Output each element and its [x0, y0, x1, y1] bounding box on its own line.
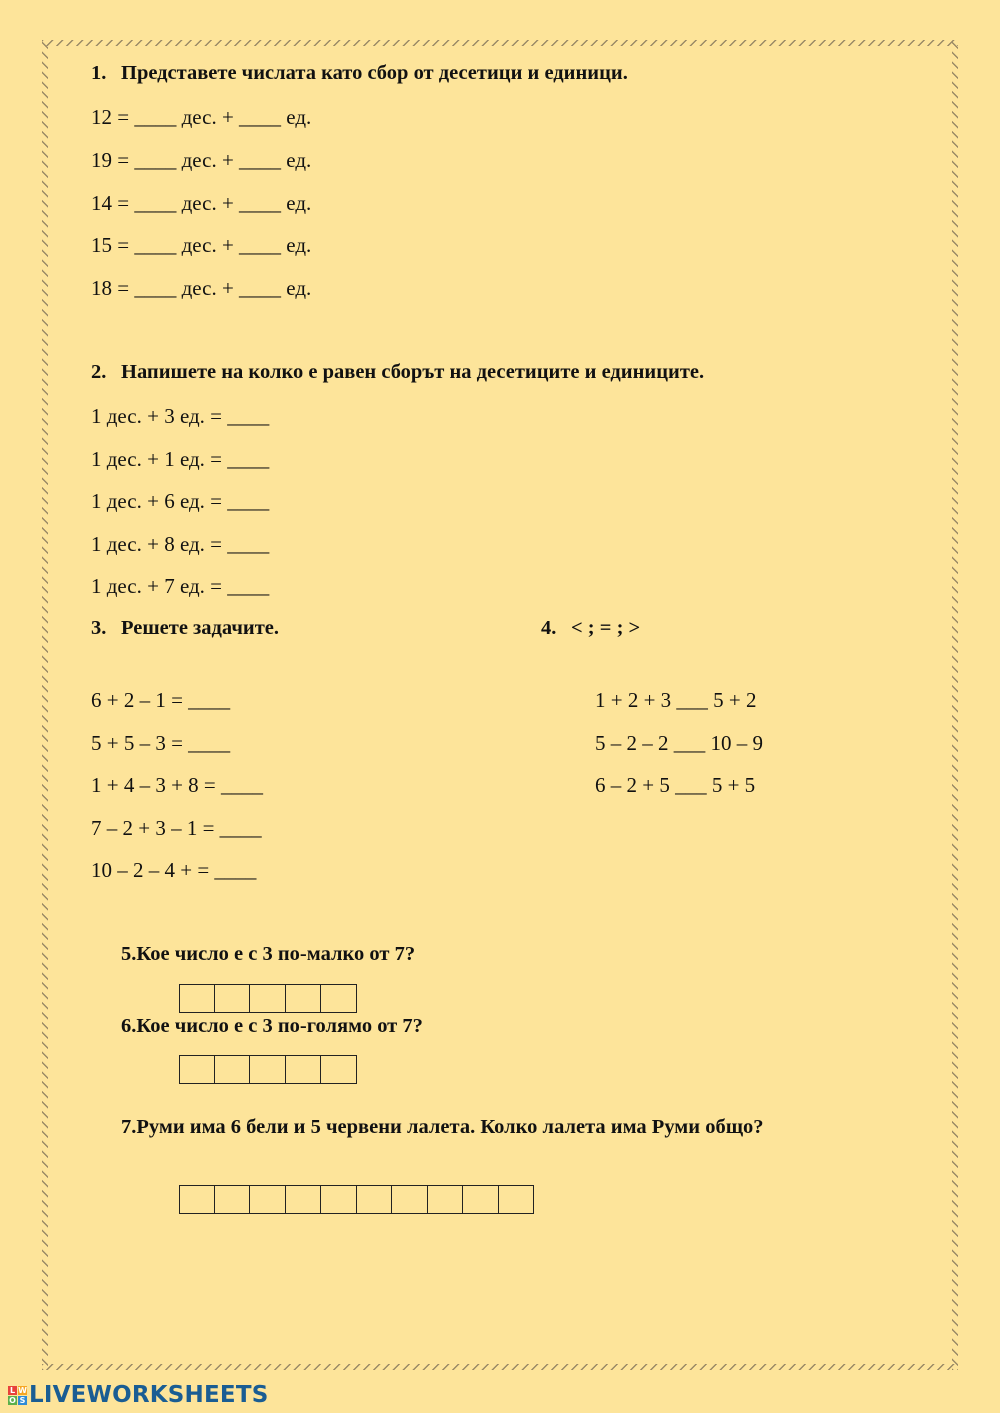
answer-boxes-5[interactable]	[179, 984, 357, 1013]
answer-cell[interactable]	[428, 1186, 464, 1213]
answer-boxes-6[interactable]	[179, 1055, 357, 1084]
section2-line: 1 дес. + 3 ед. = ____	[91, 404, 270, 428]
section2-line: 1 дес. + 6 ед. = ____	[91, 489, 270, 513]
section3-line: 6 + 2 – 1 = ____	[91, 688, 231, 712]
answer-cell[interactable]	[357, 1186, 393, 1213]
section4-line: 6 – 2 + 5 ___ 5 + 5	[595, 773, 756, 797]
answer-cell[interactable]	[250, 1186, 286, 1213]
section1-title: Представете числата като сбор от десетици и единици.	[121, 62, 628, 84]
answer-boxes-7[interactable]	[179, 1185, 534, 1214]
answer-cell[interactable]	[392, 1186, 428, 1213]
border-top	[42, 40, 958, 46]
border-bottom	[42, 1364, 958, 1370]
section1-line: 14 = ____ дес. + ____ ед.	[91, 191, 312, 215]
answer-cell[interactable]	[180, 1056, 215, 1083]
section4-line: 1 + 2 + 3 ___ 5 + 2	[595, 688, 757, 712]
answer-cell[interactable]	[321, 985, 357, 1012]
section1-line: 19 = ____ дес. + ____ ед.	[91, 148, 312, 172]
answer-cell[interactable]	[463, 1186, 499, 1213]
section2-line: 1 дес. + 7 ед. = ____	[91, 574, 270, 598]
section4-heading	[541, 617, 640, 640]
section6-question: 6.Кое число е с 3 по-голямо от 7?	[121, 1015, 423, 1037]
section3-line: 5 + 5 – 3 = ____	[91, 731, 231, 755]
answer-cell[interactable]	[286, 1056, 322, 1083]
section3-line: 1 + 4 – 3 + 8 = ____	[91, 773, 264, 797]
liveworksheets-logo[interactable]	[8, 1381, 268, 1409]
logo-mark-letter: L	[9, 1385, 16, 1395]
section3-line: 10 – 2 – 4 + = ____	[91, 858, 257, 882]
answer-cell[interactable]	[180, 985, 215, 1012]
answer-cell[interactable]	[215, 985, 251, 1012]
section7-question: 7.Руми има 6 бели и 5 червени лалета. Колко лалета има Руми общо?	[121, 1116, 764, 1138]
section1-line: 12 = ____ дес. + ____ ед.	[91, 105, 312, 129]
answer-cell[interactable]	[321, 1056, 357, 1083]
logo-text: LIVEWORKSHEETS	[29, 1382, 269, 1408]
answer-cell[interactable]	[180, 1186, 215, 1213]
section2-number: 2.	[91, 361, 107, 383]
answer-cell[interactable]	[286, 1186, 322, 1213]
logo-mark-icon	[8, 1386, 27, 1405]
section1-number: 1.	[91, 62, 107, 84]
answer-cell[interactable]	[499, 1186, 535, 1213]
logo-mark-letter: O	[9, 1395, 16, 1405]
section3-number: 3.	[91, 617, 107, 639]
section3-line: 7 – 2 + 3 – 1 = ____	[91, 816, 262, 840]
border-right	[952, 40, 958, 1370]
section1-heading	[91, 62, 628, 85]
answer-cell[interactable]	[250, 985, 286, 1012]
answer-cell[interactable]	[321, 1186, 357, 1213]
section4-line: 5 – 2 – 2 ___ 10 – 9	[595, 731, 763, 755]
section2-line: 1 дес. + 8 ед. = ____	[91, 532, 270, 556]
answer-cell[interactable]	[286, 985, 322, 1012]
section4-title: < ; = ; >	[571, 617, 641, 639]
section5-question: 5.Кое число е с 3 по-малко от 7?	[121, 943, 416, 965]
border-left	[42, 40, 48, 1370]
section3-heading	[91, 617, 279, 640]
section1-line: 15 = ____ дес. + ____ ед.	[91, 233, 312, 257]
section2-heading	[91, 361, 704, 384]
section3-title: Решете задачите.	[121, 617, 280, 639]
logo-mark-letter: S	[19, 1395, 26, 1405]
answer-cell[interactable]	[215, 1056, 251, 1083]
answer-cell[interactable]	[250, 1056, 286, 1083]
section4-number: 4.	[541, 617, 557, 639]
section1-line: 18 = ____ дес. + ____ ед.	[91, 276, 312, 300]
section2-title: Напишете на колко е равен сборът на десетиците и единиците.	[121, 361, 705, 383]
logo-mark-letter: W	[18, 1385, 27, 1395]
answer-cell[interactable]	[215, 1186, 251, 1213]
section2-line: 1 дес. + 1 ед. = ____	[91, 447, 270, 471]
